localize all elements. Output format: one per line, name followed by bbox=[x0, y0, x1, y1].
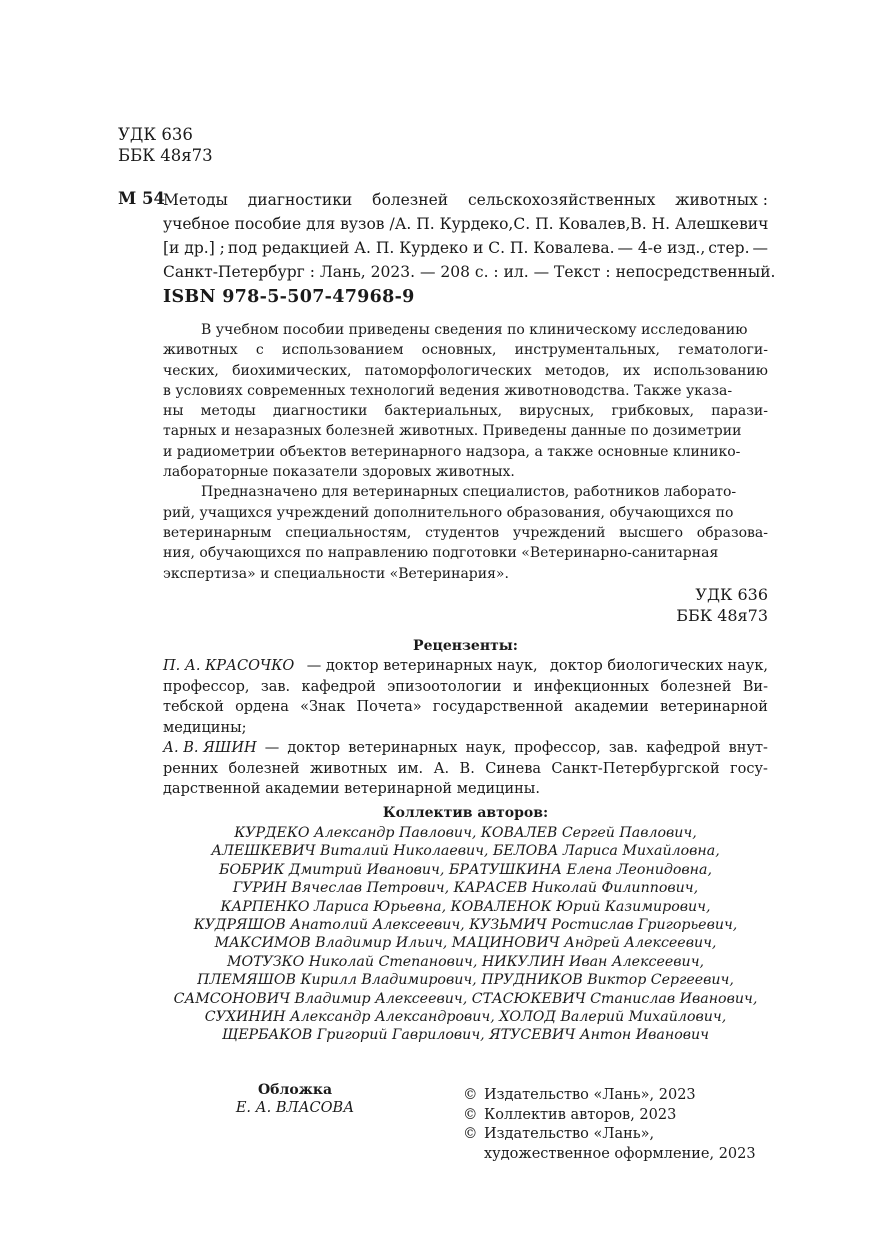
abstract bbox=[163, 320, 768, 584]
abstract-line: животных с использованием основных, инструментальных, гематологи- bbox=[163, 342, 768, 359]
copyright-block bbox=[463, 1086, 756, 1164]
author-line: СУХИНИН Александр Александрович, ХОЛОД Валерий Михайлович, bbox=[204, 1009, 727, 1026]
copyright-line: © Издательство «Лань», bbox=[463, 1125, 756, 1145]
author-line: КУРДЕКО Александр Павлович, КОВАЛЕВ Сергей Павлович, bbox=[234, 825, 697, 841]
authors-list bbox=[163, 824, 768, 1045]
reviewer-line: П. А. КРАСОЧКО — доктор ветеринарных наук, доктор биологических наук, bbox=[163, 656, 768, 677]
copyright-icon: © bbox=[463, 1126, 478, 1142]
copyright-icon: © bbox=[463, 1087, 478, 1103]
isbn: ISBN 978-5-507-47968-9 bbox=[163, 287, 415, 307]
authors-title: Коллектив авторов: bbox=[382, 805, 549, 821]
bbk-code: ББК 48я73 bbox=[118, 146, 213, 165]
reviewer-name: П. А. КРАСОЧКО bbox=[163, 658, 295, 674]
udk-code: УДК 636 bbox=[118, 125, 193, 144]
author-line: МАКСИМОВ Владимир Ильич, МАЦИНОВИЧ Андрей Алексеевич, bbox=[214, 935, 717, 952]
udk-code: УДК 636 bbox=[695, 585, 768, 604]
reviewer-line: тебской ордена «Знак Почета» государственной академии ветеринарной bbox=[163, 699, 768, 715]
author-line: БОБРИК Дмитрий Иванович, БРАТУШКИНА Елена Леонидовна, bbox=[219, 861, 712, 878]
abstract-line: тарных и незаразных болезней животных. Приведены данные по дозиметрии bbox=[163, 423, 742, 440]
abstract-line: ния, обучающихся по направлению подготовки «Ветеринарно-санитарная bbox=[163, 545, 719, 562]
author-line: ГУРИН Вячеслав Петрович, КАРАСЕВ Николай Филиппович, bbox=[232, 880, 699, 897]
author-line: САМСОНОВИЧ Владимир Алексеевич, СТАСЮКЕВИЧ Станислав Иванович, bbox=[173, 990, 758, 1007]
cover-label: Обложка bbox=[257, 1082, 333, 1098]
udk-bbk-right bbox=[600, 585, 768, 626]
reviewer-line: ренних болезней животных им. А. В. Синева Санкт-Петербургской госу- bbox=[163, 760, 768, 777]
biblio-line: [и др.] ; под редакцией А. П. Курдеко и С. П. Ковалева. — 4-е изд., стер. — bbox=[163, 239, 768, 257]
copyright-line: © Коллектив авторов, 2023 bbox=[463, 1106, 756, 1126]
author-sign: М 54 bbox=[118, 189, 165, 208]
copyright-line: художественное оформление, 2023 bbox=[484, 1145, 756, 1162]
reviewers-block bbox=[163, 656, 768, 800]
udk-bbk-header bbox=[118, 124, 213, 166]
biblio-line: Санкт-Петербург : Лань, 2023. — 208 с. : ил. — Текст : непосредственный. bbox=[163, 263, 776, 281]
abstract-line: ны методы диагностики бактериальных, вирусных, грибковых, парази- bbox=[163, 403, 768, 420]
abstract-line: экспертиза» и специальности «Ветеринария». bbox=[163, 565, 509, 582]
author-line: МОТУЗКО Николай Степанович, НИКУЛИН Иван Алексеевич, bbox=[226, 953, 705, 970]
abstract-line: Предназначено для ветеринарных специалистов, работников лаборато- bbox=[201, 484, 737, 501]
reviewer-name: А. В. ЯШИН bbox=[163, 740, 257, 756]
biblio-line: учебное пособие для вузов / А. П. Курдеко, С. П. Ковалев, В. Н. Алешкевич bbox=[163, 215, 769, 233]
author-line: ЩЕРБАКОВ Григорий Гаврилович, ЯТУСЕВИЧ Антон Иванович bbox=[222, 1027, 709, 1044]
reviewer-line: профессор, зав. кафедрой эпизоотологии и инфекционных болезней Ви- bbox=[163, 678, 768, 695]
author-line: КАРПЕНКО Лариса Юрьевна, КОВАЛЕНОК Юрий Казимирович, bbox=[220, 898, 711, 915]
author-line: АЛЕШКЕВИЧ Виталий Николаевич, БЕЛОВА Лариса Михайловна, bbox=[211, 843, 720, 860]
reviewer-line: медицины; bbox=[163, 719, 247, 736]
biblio-line: Методы диагностики болезней сельскохозяйственных животных : bbox=[163, 191, 768, 209]
reviewer-line: А. В. ЯШИН — доктор ветеринарных наук, профессор, зав. кафедрой внут- bbox=[163, 738, 768, 759]
bbk-code: ББК 48я73 bbox=[676, 605, 768, 625]
abstract-line: лабораторные показатели здоровых животных. bbox=[163, 464, 515, 481]
author-line: ПЛЕМЯШОВ Кирилл Владимирович, ПРУДНИКОВ Виктор Сергеевич, bbox=[197, 972, 734, 989]
abstract-line: и радиометрии объектов ветеринарного надзора, а также основные клинико- bbox=[163, 443, 741, 460]
abstract-line: В учебном пособии приведены сведения по клиническому исследованию bbox=[201, 322, 748, 338]
reviewer-line: дарственной академии ветеринарной медицины. bbox=[163, 781, 540, 797]
copyright-line: © Издательство «Лань», 2023 bbox=[463, 1086, 756, 1106]
cover-designer: Е. А. ВЛАСОВА bbox=[235, 1100, 355, 1116]
abstract-line: ческих, биохимических, патоморфологических методов, их использованию bbox=[163, 362, 768, 379]
abstract-line: в условиях современных технологий ведения животноводства. Также указа- bbox=[163, 382, 733, 399]
abstract-line: ветеринарным специальностям, студентов учреждений высшего образова- bbox=[163, 524, 768, 541]
bibliographic-description bbox=[163, 188, 776, 284]
abstract-line: рий, учащихся учреждений дополнительного образования, обучающихся по bbox=[163, 504, 734, 521]
reviewers-title: Рецензенты: bbox=[413, 638, 518, 654]
author-line: КУДРЯШОВ Анатолий Алексеевич, КУЗЬМИЧ Ростислав Григорьевич, bbox=[193, 917, 738, 934]
copyright-icon: © bbox=[463, 1106, 478, 1123]
